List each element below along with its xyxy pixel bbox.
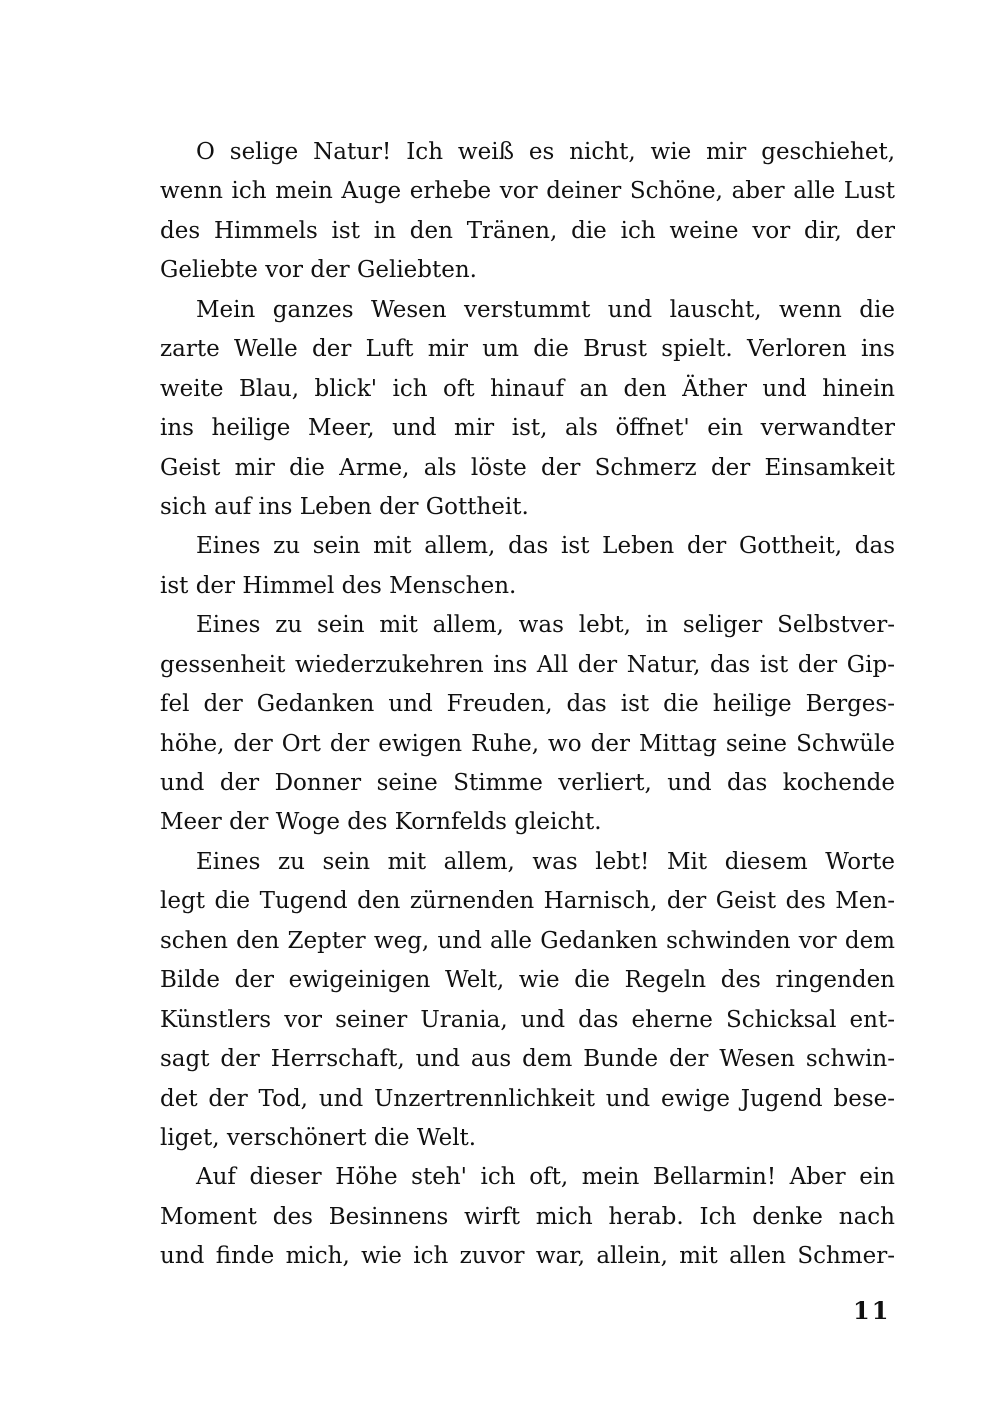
text-line: Mein ganzes Wesen verstummt und lauscht, wenn die <box>196 296 895 323</box>
text-line: und der Donner seine Stimme verliert, und das kochende <box>160 770 895 796</box>
text-line: Geliebte vor der Geliebten. <box>160 257 477 284</box>
text-line: Eines zu sein mit allem, das ist Leben der Gottheit, das <box>196 533 895 560</box>
paragraph <box>160 1158 895 1276</box>
paragraph <box>160 606 895 843</box>
text-line: Künstlers vor seiner Urania, und das eherne Schicksal ent- <box>160 1006 895 1033</box>
text-line: ist der Himmel des Menschen. <box>160 572 517 599</box>
paragraph <box>160 133 895 291</box>
text-line: ins heilige Meer, und mir ist, als öffnet' ein verwandter <box>160 415 895 442</box>
text-line: zarte Welle der Luft mir um die Brust spielt. Verloren ins <box>160 336 895 363</box>
text-line: wenn ich mein Auge erhebe vor deiner Schöne, aber alle Lust <box>160 178 895 205</box>
text-line: des Himmels ist in den Tränen, die ich weine vor dir, der <box>160 217 895 244</box>
text-line: legt die Tugend den zürnenden Harnisch, der Geist des Men- <box>160 888 895 915</box>
text-line: gessenheit wiederzukehren ins All der Natur, das ist der Gip- <box>160 651 895 678</box>
page-number: 11 <box>853 1296 891 1325</box>
text-line: sich auf ins Leben der Gottheit. <box>160 493 529 520</box>
text-line: Eines zu sein mit allem, was lebt! Mit diesem Worte <box>196 848 895 875</box>
text-line: weite Blau, blick' ich oft hinauf an den Äther und hinein <box>160 375 895 402</box>
text-line: schen den Zepter weg, und alle Gedanken schwinden vor dem <box>160 927 895 954</box>
text-line: und finde mich, wie ich zuvor war, allein, mit allen Schmer- <box>160 1243 895 1270</box>
text-line: det der Tod, und Unzertrennlichkeit und ewige Jugend bese- <box>160 1085 895 1112</box>
text-line: liget, verschönert die Welt. <box>160 1124 477 1151</box>
paragraph <box>160 291 895 528</box>
text-line: Moment des Besinnens wirft mich herab. Ich denke nach <box>160 1203 895 1230</box>
page-body <box>160 133 895 1277</box>
text-line: O selige Natur! Ich weiß es nicht, wie mir geschiehet, <box>196 139 895 165</box>
text-line: Geist mir die Arme, als löste der Schmerz der Einsamkeit <box>160 454 895 481</box>
paragraph <box>160 843 895 1159</box>
text-line: fel der Gedanken und Freuden, das ist die heilige Berges- <box>160 691 895 718</box>
paragraph <box>160 527 895 606</box>
text-line: Bilde der ewigeinigen Welt, wie die Regeln des ringenden <box>160 967 895 994</box>
text-line: Meer der Woge des Kornfelds gleicht. <box>160 809 602 836</box>
text-line: Auf dieser Höhe steh' ich oft, mein Bellarmin! Aber ein <box>196 1164 895 1191</box>
text-line: sagt der Herrschaft, und aus dem Bunde der Wesen schwin- <box>160 1046 895 1073</box>
text-line: Eines zu sein mit allem, was lebt, in seliger Selbstver- <box>196 612 895 639</box>
text-line: höhe, der Ort der ewigen Ruhe, wo der Mittag seine Schwüle <box>160 730 895 757</box>
